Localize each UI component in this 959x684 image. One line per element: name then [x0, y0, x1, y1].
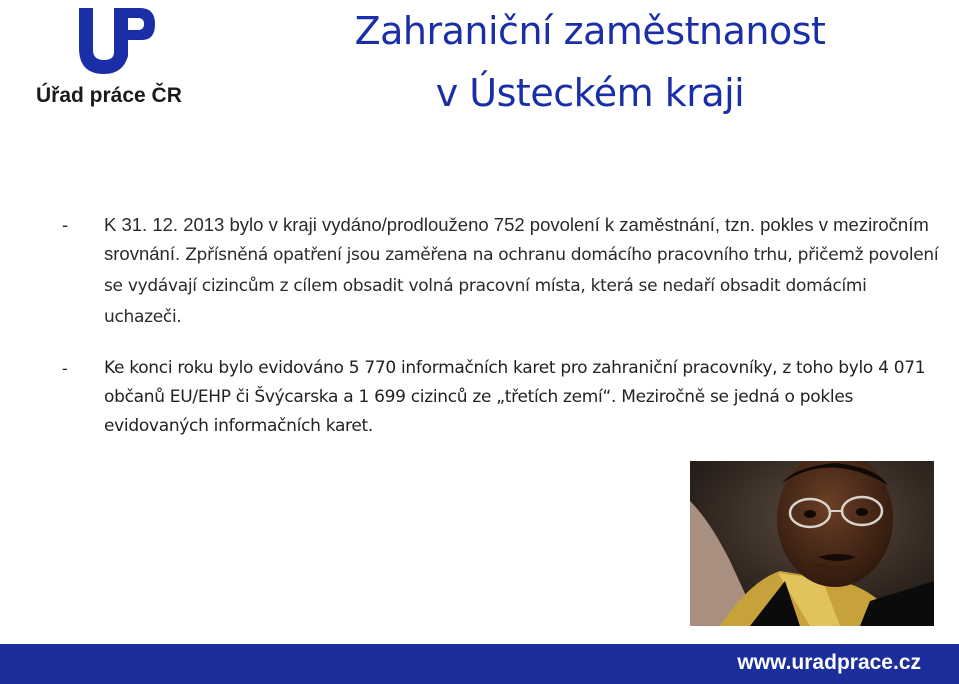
title-line-1: Zahraniční zaměstnanost	[354, 9, 826, 53]
urad-prace-logo	[36, 4, 196, 108]
bullet-item-info-cards	[62, 354, 942, 441]
footer-url: www.uradprace.cz	[737, 651, 921, 674]
bullet-dash: -	[62, 214, 69, 235]
title-line-2: v Ústeckém kraji	[435, 71, 745, 115]
bullet-item-permits	[62, 210, 942, 332]
bullet-text-measures: Zpřísněná opatření jsou zaměřena na ochranu domácího pracovního trhu, přičemž povolení se vydávají cizincům z cílem obsadit volná pracovní místa, která se nedaří obsadit domácími uchazeči.	[104, 245, 939, 327]
bullet-list	[62, 210, 942, 441]
bullet-dash: -	[62, 359, 68, 378]
page-title	[290, 0, 890, 124]
logo-text: Úřad práce ČR	[36, 84, 182, 107]
footer-bar	[0, 644, 959, 684]
up-emblem-icon	[76, 4, 156, 80]
man-with-glasses-photo	[690, 461, 934, 626]
bullet-text-info-cards: Ke konci roku bylo evidováno 5 770 informačních karet pro zahraniční pracovníky, z toho bylo 4 071 občanů EU/EHP či Švýcarska a 1 699 cizinců ze „třetích zemí“. Meziročně se jedná o pokles evidovaných informačních karet.	[104, 358, 926, 436]
bullet-text-permits: K 31. 12. 2013 bylo v kraji vydáno/prodlouženo 752 povolení k zaměstnání, tzn. pokles v meziročním srovnání.	[104, 214, 929, 264]
